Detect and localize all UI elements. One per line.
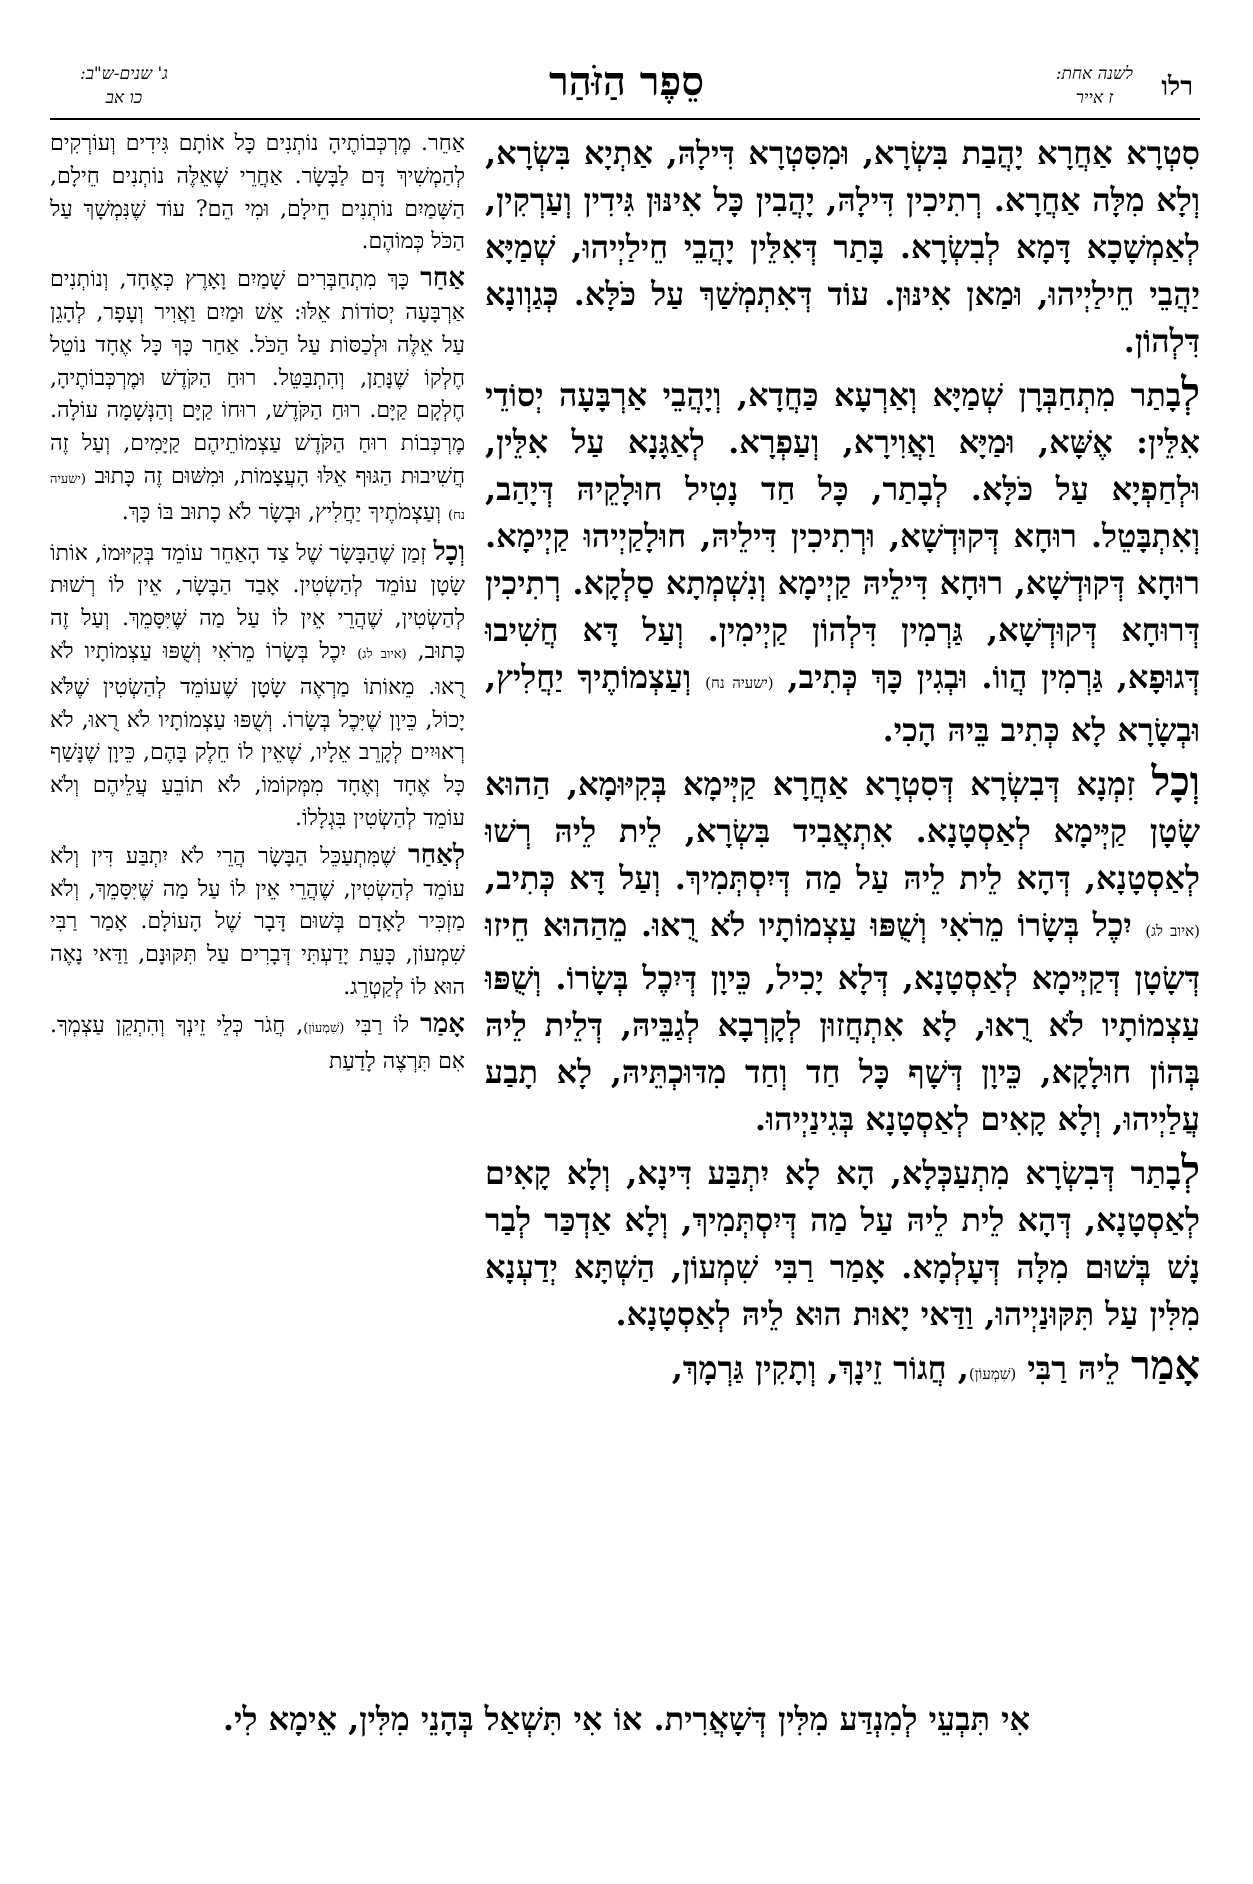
paragraph-text: אַחֵר. מֶרְכְּבוֹתֶיהָ נוֹתְנִים כָּל אוֹתָם גִּידִים וְעוֹרְקִים לְהַמְשִׁיךְ דָּם לַבָּשָׂר. אַחֲרֵי שֶׁאֵלֶּה נוֹתְנִים חֵילָם, הַשָּׁמַיִם נוֹתְנִים חֵילָם, וּמִי הֵם? עוֹד שֶׁנִּמְשָׁךְ עַל הַכֹּל כְּמוֹהֶם.: [50, 131, 465, 255]
hebrew-translation-column: [50, 128, 465, 1768]
schedule-date: כו אב: [105, 88, 143, 108]
paragraph-text: , חֲגוֹר זֵינָךְ, וְתָקִין גַּרְמָךְ,: [671, 1349, 969, 1387]
paragraph-text: שֶׁמִּתְעַכֵּל הַבָּשָׂר הֲרֵי לֹא יִתְבַּע דִּין וְלֹא עוֹמֵד לְהַשְׂטִין, שֶׁהֲרֵי אֵין לוֹ עַל מַה שֶּׁיִּסָּמֵךְ, וְלֹא מַזְכִּיר לָאָדָם בְּשׁוּם דָּבָר שֶׁל הָעוֹלָם. אָמַר רַבִּי שִׁמְעוֹן, כָּעֵת יָדַעְתִּי דְּבָרִים עַל תִּקּוּנָם, וַדַּאי נָאֶה הוּא לוֹ לְקַטְרֵג.: [50, 843, 465, 1000]
verse-reference: (שִׁמְעוֹן): [968, 1365, 1017, 1383]
page-number: רלו: [1161, 72, 1193, 102]
hebrew-paragraph: [50, 128, 465, 259]
paragraph-text: כָּךְ מִתְחַבְּרִים שָׁמַיִם וָאָרֶץ כְּאֶחָד, וְנוֹתְנִים אַרְבָּעָה יְסוֹדוֹת אֵלּוּ: אֵשׁ וּמַיִם וַאֲוִיר וְעָפָר, לְהָגֵן עַל אֵלֶּה וּלְכַסּוֹת עַל הַכֹּל. אַחַר כָּךְ כָּל אֶחָד נוֹטֵל חֶלְקוֹ שֶׁנָּתַן, וְהִתְבַּטֵּל. רוּחַ הַקֹּדֶשׁ וּמֶרְכְּבוֹתֶיהָ, חֶלְקָם קַיָּם. רוּחַ הַקֹּדֶשׁ, רוּחוֹ קַיָּם וְהַנְּשָׁמָה עוֹלָה. מֶרְכְּבוֹת רוּחַ הַקֹּדֶשׁ עַצְמוֹתֵיהֶם קַיָּמִים, וְעַל זֶה חֲשִׁיבוּת הַגּוּף אֵלּוּ הָעֲצָמוֹת, וּמִשּׁוּם זֶה כָּתוּב: [50, 267, 465, 489]
hebrew-paragraph: [50, 536, 465, 836]
aramaic-paragraph: [485, 369, 1200, 754]
paragraph-text: וְעַצְמוֹתֶיךָ יַחֲלִיץ, וּבְשָׂרָא לָא כְּתִיב בֵּיהּ הָכִי.: [485, 658, 1200, 749]
paragraph-text: בָתַר דְּבִשְׂרָא מִתְעַכְּלָא, הָא לָא יִתְבַּע דִּינָא, וְלָא קָאִים לְאַסְטָנָא, דְּהָא לֵית לֵיהּ עַל מַה דְּיִסְתְּמִיךְ, וְלָא אַדְכַּר לְבַר נָשׁ בְּשׁוּם מִלָּה דְּעָלְמָא. אָמַר רַבִּי שִׁמְעוֹן, הַשְׁתָּא יְדַעְנָא מִלִּין עַל תִּקּוּנַיְיהוּ, וַדַּאי יָאוּת הוּא לֵיהּ לְאַסְטָנָא.: [485, 1154, 1201, 1333]
aramaic-paragraph: [485, 1342, 1200, 1398]
page-header: [0, 58, 1253, 122]
hebrew-paragraph: [50, 262, 465, 532]
verse-reference: (ישעיה נח): [50, 471, 465, 523]
paragraph-lead-word: לְאַחַר: [407, 839, 465, 870]
verse-reference: (שִׁמְעוֹן): [303, 1020, 345, 1036]
hebrew-paragraph: [50, 839, 465, 1005]
verse-reference: (איוב לג): [357, 646, 407, 662]
reading-schedule-three-years: [80, 62, 168, 110]
verse-reference: (ישעיה נח): [705, 674, 774, 692]
paragraph-text: זִמְנָא דְּבִשְׂרָא דְּסִטְרָא אַחֲרָא קַיְּימָא בְּקִיּוּמָא, הַהוּא שָׂטָן קַיְּימָא לְאַסְטָנָא. אִתְאֲבִיד בִּשְׂרָא, לֵית לֵיהּ רְשׁוּ לְאַסְטָנָא, דְּהָא לֵית לֵיהּ עַל מַה דְּיִסְתְּמִיךְ. וְעַל דָּא כְּתִיב,: [485, 765, 1200, 897]
schedule-label: לשנה אחת:: [1055, 64, 1133, 84]
continuation-line: אִי תִּבְעֵי לְמִנְדַּע מִלִּין דְּשָׁאֲרִית. אוֹ אִי תִּשְׁאַל בְּהָנֵי מִלִּין, אֵימָא לִי.: [222, 1700, 1031, 1738]
paragraph-lead-word: וְכָל: [433, 536, 465, 567]
paragraph-text: וְעַצְמֹתֶיךָ יַחֲלִיץ, וּבָשָׂר לֹא כָתוּב בּוֹ כָּךְ.: [121, 499, 441, 525]
paragraph-text: יִכֶל בְּשָׂרוֹ מֵרֹאִי וְשֻׁפּוּ עַצְמוֹתָיו לֹא רֻאוּ. מֵאוֹתוֹ מַרְאֶה שָׂטָן שֶׁעוֹמֵד לְהַשְׂטִין שֶׁלֹּא יָכוֹל, כֵּיוָן שֶׁיִּכֶל בְּשָׂרוֹ. וְשֻׁפּוּ עַצְמוֹתָיו לֹא רֻאוּ, לֹא רְאוּיִים לְקָרֵב אֵלָיו, שֶׁאֵין לוֹ חֵלֶק בָּהֶם, כֵּיוָן שֶׁנָּשַׁף כָּל אֶחָד וְאֶחָד מִמְּקוֹמוֹ, לֹא תוֹבֵעַ עֲלֵיהֶם וְלֹא עוֹמֵד לְהַשְׂטִין בִּגְלָלוֹ.: [50, 638, 465, 831]
paragraph-text: לוֹ רַבִּי: [344, 1012, 421, 1038]
paragraph-lead-word: אָמַר: [420, 1008, 466, 1039]
paragraph-lead-word: לְ: [1181, 1147, 1200, 1194]
paragraph-text: זְמַן שֶׁהַבָּשָׂר שֶׁל צַד הָאַחֵר עוֹמֵד בְּקִיּוּמוֹ, אוֹתוֹ שָׂטָן עוֹמֵד לְהַשְׂטִין. אָבַד הַבָּשָׂר, אֵין לוֹ רְשׁוּת לְהַשְׂטִין, שֶׁהֲרֵי אֵין לוֹ עַל מַה שֶּׁיִּסָּמֵךְ. וְעַל זֶה כָּתוּב,: [50, 540, 465, 664]
schedule-label: ג' שנים-ש"ב:: [80, 64, 168, 84]
paragraph-lead-word: וְכָל: [1151, 758, 1201, 805]
aramaic-paragraph: [485, 1147, 1200, 1338]
verse-reference: (איוב לג): [1145, 922, 1200, 940]
book-title: סֵפֶר הַזֹּהַר: [549, 58, 704, 105]
paragraph-text: לֵיהּ רַבִּי: [1016, 1349, 1131, 1387]
paragraph-text: , חֲגֹר כְּלֵי זֵינְךָ וְהִתְקֵן עַצְמְךָ. אִם תִּרְצֶה לָדַעַת: [50, 1012, 465, 1074]
paragraph-lead-word: אָמַר: [1130, 1342, 1200, 1389]
aramaic-paragraph: [485, 130, 1200, 365]
aramaic-paragraph: [485, 758, 1200, 1143]
paragraph-text: בָתַר מִתְחַבְּרָן שְׁמַיָּא וְאַרְעָא כַּחֲדָא, וְיָהֲבֵי אַרְבָּעָה יְסוֹדֵי אִלֵּין: אֶשָּׁא, וּמַיָּא וַאֲוִירָא, וְעַפְרָא. לְאַגָּנָא עַל אִלֵּין, וּלְחַפְיָא עַל כֹּלָּא. לְבָתַר, כָּל חַד נָטִיל חוּלָקֵיהּ דְּיָהַב, וְאִתְבָּטֵל. רוּחָא דְּקוּדְשָׁא, וּרְתִיכִין דִּילֵיהּ, חוּלָקַיְיהוּ קַיְימָא. רוּחָא דְּקוּדְשָׁא, רוּחָא דִּילֵיהּ קַיְימָא וְנִשְׁמְתָא סַלְקָא. רְתִיכִין דְּרוּחָא דְּקוּדְשָׁא, גַּרְמִין דִּלְהוֹן קַיְימִין. וְעַל דָּא חֲשִׁיבוּ דְּגוּפָא, גַּרְמִין הֲווֹ. וּבְגִין כָּךְ כְּתִיב,: [485, 376, 1201, 696]
schedule-date: ז אייר: [1075, 88, 1114, 108]
paragraph-text: יִכֶל בְּשָׂרוֹ מֵרֹאִי וְשֻׁפּוּ עַצְמוֹתָיו לֹא רֻאוּ. מֵהַהוּא חֵיזוּ דְּשָׂטָן דְּקַיְּימָא לְאַסְטָנָא, דְּלָא יָכִיל, כֵּיוָן דְּיִכֶל בְּשָׂרוֹ. וְשֻׁפּוּ עַצְמוֹתָיו לֹא רֻאוּ, לָא אִתְחֲזוּן לְקָרְבָא לְגַבֵּיהּ, דְּלֵית לֵיהּ בְּהוֹן חוּלָקָא, כֵּיוָן דְּשָׁף כָּל חַד וְחַד מִדּוּכְתֵּיהּ, לָא תָבַע עֲלַיְיהוּ, וְלָא קָאִים לְאַסְטָנָא בְּגִינַיְיהוּ.: [485, 906, 1201, 1138]
paragraph-lead-word: לְ: [1181, 369, 1200, 416]
paragraph-lead-word: אַחַר: [420, 263, 465, 294]
header-divider: [50, 118, 1200, 120]
reading-schedule-one-year: [1056, 62, 1133, 110]
hebrew-paragraph: [50, 1008, 465, 1079]
paragraph-text: סִטְרָא אַחֲרָא יָהֲבַת בִּשְׂרָא, וּמִסִּטְרָא דִּילָהּ, אַתְיָא בִּשְׂרָא, וְלָא מִלָּה אַחֲרָא. רְתִיכִין דִּילָהּ, יָהֲבִין כָּל אִינּוּן גִּידִין וְעַרְקִין, לְאַמְשָׁכָא דָּמָא לְבִשְׂרָא. בָּתַר דְּאִלֵּין יָהֲבֵי חֵילַיְיהוּ, שְׁמַיָּא יַהֲבֵי חֵילַיְיהוּ, וּמַאן אִינּוּן. עוֹד דְּאִתְמְשַׁךְ עַל כֹּלָּא. כְּגַוְונָא דִּלְהוֹן.: [485, 134, 1200, 360]
aramaic-text-column: [485, 130, 1200, 1740]
